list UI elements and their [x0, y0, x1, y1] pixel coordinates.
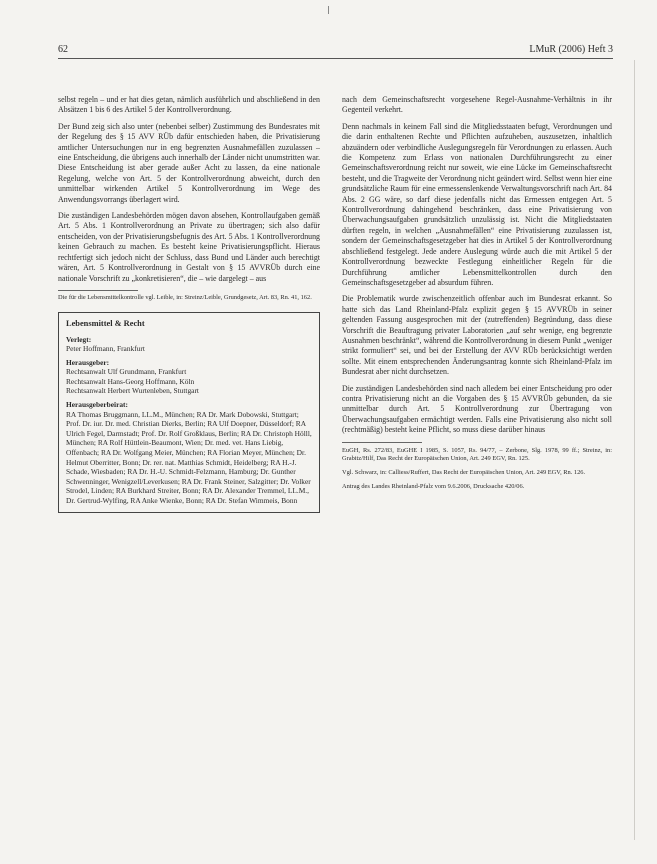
- paragraph: Denn nachmals in keinem Fall sind die Mitgliedsstaaten befugt, Verordnungen und die darin enthaltenen Rechte und Pflichten aufzuheben, auszusetzen, inhaltlich abzuändern oder verbindliche Auslegungsregeln für Verordnungen zu erlassen. Auch die Kompetenz zum Erlass von nationalen Durchführungsrecht zu einer Gemeinschaftsverordnung reicht nur soweit, wie eine Lücke im Gemeinschaftsrecht besteht, und die Tragweite der Verordnung nicht geändert wird. Selbst wenn hier eine grundsätzliche Raum für eine ermessenslenkende Verwaltungsvorschrift nach Art. 84 Abs. 2 GG wäre, so darf diese jedenfalls nicht das Ermessen entgegen Art. 5 Kontrollverordnung dahingehend beschränken, dass eine Privatisierung von Überwachungsaufgaben grundsätzlich unzulässig ist. Nicht die Mitgliedstaaten dürften regeln, in welchen „Ausnahmefällen“ eine Privatisierung zuzulassen ist, sondern der Gemeinschaftsgesetzgeber hat dies in Artikel 5 der Kontrollverordnung abschließend festgelegt. Jede andere Auslegung würde auch die mit Artikel 5 der Kontrollverordnung bezweckte Festlegung einheitlicher Regeln für die Durchführung amtlicher Lebensmittelkontrollen durch den Gemeinschaftsgesetzgeber ad absurdum führen.: [342, 121, 612, 287]
- footnote: Vgl. Schwarz, in: Calliess/Ruffert, Das Recht der Europäischen Union, Art. 249 EGV, Rn. 126.: [342, 468, 586, 476]
- imprint-advisory-list: RA Thomas Bruggmann, LL.M., München; RA Dr. Mark Dobowski, Stuttgart; Prof. Dr. iur. Dr. med. Christian Dierks, Berlin; RA Ulf Doepner, Düsseldorf; RA Ulrich Fegel, Darmstadt; Prof. Dr. Rolf Großklaus, Berlin; RA Dr. Christoph Hölll, München; RA Rolf Hüttlein-Beaumont, Wien; Dr. med. vet. Hans Liebig, Offenbach; RA Dr. Wolfgang Meier, München; RA Florian Meyer, München; Dr. Helmut Oberritter, Bonn; Dr. rer. nat. Matthias Schmidt, Heidelberg; RA H.-J. Schade, Wiesbaden; RA Dr. H.-U. Schmidt-Felzmann, Hamburg; Dr. Gunther Schwenninger, Wenigzell/Leverkusen; RA Dr. Frank Steiner, Salzgitter; Dr. Volker Strodel, Linden; RA Burkhard Streiter, Bonn; RA Dr. Alexander Tremmel, LL.M., Dr. Gertrud-Wylfing, RA Anke Wienke, Bonn; RA Dr. Stefan Wimmeis, Bonn: [66, 409, 312, 505]
- imprint-line: Rechtsanwalt Herbert Wurtenleben, Stuttgart: [66, 386, 199, 396]
- imprint-label-editors: Herausgeber:: [66, 357, 110, 367]
- paragraph: nach dem Gemeinschaftsrecht vorgesehene Regel-Ausnahme-Verhältnis in ihr Gegenteil verkehrt.: [342, 95, 612, 115]
- imprint-line: Rechtsanwalt Ulf Grundmann, Frankfurt: [66, 367, 187, 377]
- imprint-line: Rechtsanwalt Hans-Georg Hoffmann, Köln: [66, 376, 195, 386]
- imprint-box: [58, 312, 320, 513]
- footnote: Die für die Lebensmittelkontrolle vgl. Leible, in: Streinz/Leible, Grundgesetz, Art. 83, Rn. 41, 162.: [58, 293, 312, 301]
- page-fold-edge: [634, 60, 635, 840]
- paragraph: Die Problematik wurde zwischenzeitlich offenbar auch im Bundesrat erkannt. So hatte sich das Land Rheinland-Pfalz explizit gegen § 15 AVVRÜb in seiner geltenden Fassung ausgesprochen mit der (zutreffenden) Begründung, dass diese Vorschrift die Beauftragung privater Laboratorien „auf sehr wenige, eng begrenzte Ausnahmen beschränkt“, während die Kontrollverordnung in diesem Punkt „weniger strikt formuliert“ sei, und bei der Erstellung der AVV RÜb berücksichtigt werden sollte. Mit einem entsprechenden Änderungsantrag konnte sich Rheinland-Pfalz im Bundesrat aber nicht durchsetzen.: [342, 294, 612, 377]
- paragraph: Der Bund zeig sich also unter (nebenbei selber) Zustimmung des Bundesrates mit der Regelung des § 15 AVV RÜb dafür entschieden haben, die Privatisierung amtlicher Untersuchungen nur in eng begrenzten Ausnahmefällen zuzulassen – eine Entscheidung, die übrigens auch innerhalb der Länder nicht unumstritten war. Diese Entscheidung ist aber gerade außer Acht zu lassen, da eine nationale Regelung, welche von Art. 5 der Kontrollverordnung abweicht, durch den unmittelbar wirkenden Artikel 5 Kontrollverordnung im Wege des Anwendungsvorrangs überlagert wird.: [58, 121, 320, 204]
- journal-reference: LMuR (2006) Heft 3: [529, 44, 613, 55]
- paragraph: Die zuständigen Landesbehörden mögen davon absehen, Kontrollaufgaben gemäß Art. 5 Abs. 1 Kontrollverordnung an Private zu übertragen; sich also dafür entscheiden, von der Privatisierungsbefugnis des Art. 5 Abs. 1 Kontrollverordnung keinen Gebrauch zu machen. Es besteht keine Privatisierungspflicht. Hieraus rechtfertigt sich jedoch nicht der Schluss, dass Bund und Länder auch berechtigt wären, Art. 5 Kontrollverordnung in Gestalt von § 15 AVVRÜb durch eine nationale Vorschrift zu „konkretisieren“, die – wie dargelegt – aus: [58, 211, 320, 283]
- imprint-line: Peter Hoffmann, Frankfurt: [66, 344, 145, 354]
- paragraph: selbst regeln – und er hat dies getan, nämlich ausführlich und abschließend in den Absätzen 1 bis 6 des Artikel 5 der Kontrollverordnung.: [58, 95, 320, 115]
- crop-mark: [328, 6, 329, 14]
- imprint-title: Lebensmittel & Recht: [66, 318, 145, 328]
- paragraph: Die zuständigen Landesbehörden sind nach alledem bei einer Entscheidung pro oder contra Privatisierung nicht an die Vorgaben des § 15 AVVRÜb gebunden, da sie unmittelbar durch Art. 5 Kontrollverordnung zur Übertragung von Überwachungsaufgaben ermächtigt werden. Falls eine Privatisierung also nicht soll (rechtmäßig) besteht keine Pflicht, so muss diese darüber hinaus: [342, 383, 612, 435]
- footnote: Antrag des Landes Rheinland-Pfalz vom 9.6.2006, Drucksache 420/06.: [342, 482, 525, 490]
- page-header: [58, 42, 613, 59]
- footnotes: [342, 447, 612, 491]
- imprint-label-publisher: Verlegt:: [66, 334, 92, 344]
- right-column: [342, 95, 612, 497]
- imprint-label-advisory-board: Herausgeberbeirat:: [66, 400, 128, 410]
- footnote-separator: [342, 442, 422, 443]
- page-number: 62: [58, 44, 68, 55]
- footnote-separator: [58, 290, 138, 291]
- left-column: [58, 95, 320, 513]
- footnote: EuGH, Rs. 272/83, EuGHE I 1985, S. 1057, Rs. 94/77, – Zerbone, Slg. 1978, 99 ff.; Streinz, in: Grabitz/Hilf, Das Recht der Europäischen Union, Art. 249 EGV, Rn. 125.: [342, 446, 612, 462]
